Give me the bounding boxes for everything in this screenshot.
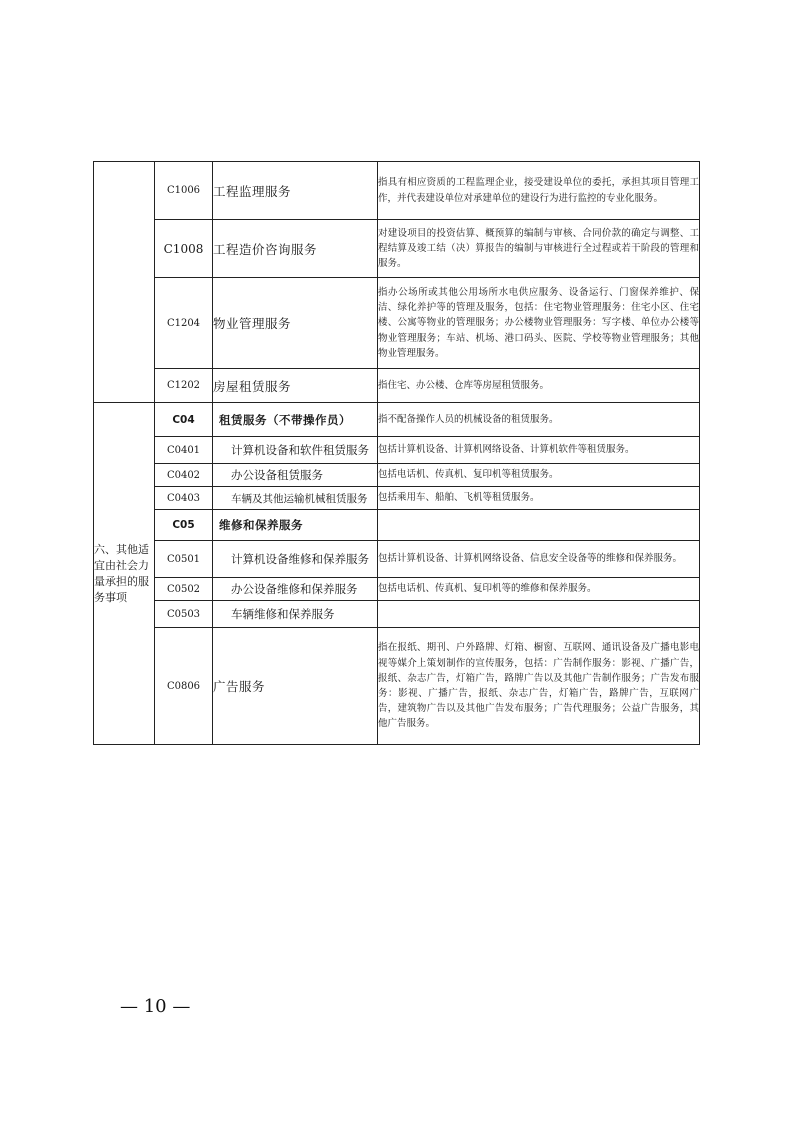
table-row: [94, 510, 700, 541]
group-code: C04: [155, 403, 213, 437]
service-code: C1008: [155, 220, 213, 278]
table-row: [94, 541, 700, 578]
service-description: 包括计算机设备、计算机网络设备、计算机软件等租赁服务。: [378, 437, 700, 464]
service-name: 物业管理服务: [213, 278, 378, 369]
group-code: C05: [155, 510, 213, 541]
service-catalog-table: [93, 161, 700, 745]
service-description: 包括电话机、传真机、复印机等的维修和保养服务。: [378, 578, 700, 601]
group-description: 指不配备操作人员的机械设备的租赁服务。: [378, 403, 700, 437]
table-row: [94, 369, 700, 403]
group-description: [378, 510, 700, 541]
page-number: — 10 —: [120, 996, 191, 1017]
service-name: 车辆维修和保养服务: [213, 601, 378, 628]
service-name: 工程监理服务: [213, 162, 378, 220]
service-code: C1006: [155, 162, 213, 220]
table-row: [94, 628, 700, 745]
service-name: 工程造价咨询服务: [213, 220, 378, 278]
service-code: C0402: [155, 464, 213, 487]
table-row: [94, 220, 700, 278]
table-row: [94, 487, 700, 510]
table-row: [94, 464, 700, 487]
table-row: [94, 437, 700, 464]
table-row: [94, 403, 700, 437]
table-row: [94, 162, 700, 220]
service-name: 办公设备租赁服务: [213, 464, 378, 487]
service-code: C0401: [155, 437, 213, 464]
service-description: 对建设项目的投资估算、概预算的编制与审核、合同价款的确定与调整、工程结算及竣工结（决）算报告的编制与审核进行全过程或若干阶段的管理和服务。: [378, 220, 700, 278]
category-cell-continued: [94, 162, 155, 403]
service-code: C0501: [155, 541, 213, 578]
service-name: 计算机设备维修和保养服务: [213, 541, 378, 578]
service-name: 房屋租赁服务: [213, 369, 378, 403]
service-name: 办公设备维修和保养服务: [213, 578, 378, 601]
group-name: 维修和保养服务: [213, 510, 378, 541]
service-code: C0806: [155, 628, 213, 745]
service-name: 广告服务: [213, 628, 378, 745]
service-description: 指具有相应资质的工程监理企业，接受建设单位的委托，承担其项目管理工作，并代表建设单位对承建单位的建设行为进行监控的专业化服务。: [378, 162, 700, 220]
table-row: [94, 278, 700, 369]
service-description: 指在报纸、期刊、户外路牌、灯箱、橱窗、互联网、通讯设备及广播电影电视等媒介上策划制作的宣传服务，包括：广告制作服务：影视、广播广告，报纸、杂志广告，灯箱广告，路牌广告以及其他广告制作服务；广告发布服务：影视、广播广告，报纸、杂志广告，灯箱广告，路牌广告，互联网广告，建筑物广告以及其他广告发布服务；广告代理服务；公益广告服务，其他广告服务。: [378, 628, 700, 745]
group-name: 租赁服务（不带操作员）: [213, 403, 378, 437]
service-description: 包括电话机、传真机、复印机等租赁服务。: [378, 464, 700, 487]
service-description: 指住宅、办公楼、仓库等房屋租赁服务。: [378, 369, 700, 403]
service-description: 包括计算机设备、计算机网络设备、信息安全设备等的维修和保养服务。: [378, 541, 700, 578]
service-description: 包括乘用车、船舶、飞机等租赁服务。: [378, 487, 700, 510]
service-code: C1204: [155, 278, 213, 369]
service-name: 车辆及其他运输机械租赁服务: [213, 487, 378, 510]
service-code: C0403: [155, 487, 213, 510]
category-label: 六、其他适宜由社会力量承担的服务事项: [94, 403, 155, 745]
service-description: [378, 601, 700, 628]
service-code: C0503: [155, 601, 213, 628]
service-code: C0502: [155, 578, 213, 601]
service-name: 计算机设备和软件租赁服务: [213, 437, 378, 464]
table-row: [94, 578, 700, 601]
service-description: 指办公场所或其他公用场所水电供应服务、设备运行、门窗保养维护、保洁、绿化养护等的管理及服务，包括：住宅物业管理服务：住宅小区、住宅楼、公寓等物业的管理服务；办公楼物业管理服务：写字楼、单位办公楼等物业管理服务；车站、机场、港口码头、医院、学校等物业管理服务；其他物业管理服务。: [378, 278, 700, 369]
table-row: [94, 601, 700, 628]
service-code: C1202: [155, 369, 213, 403]
